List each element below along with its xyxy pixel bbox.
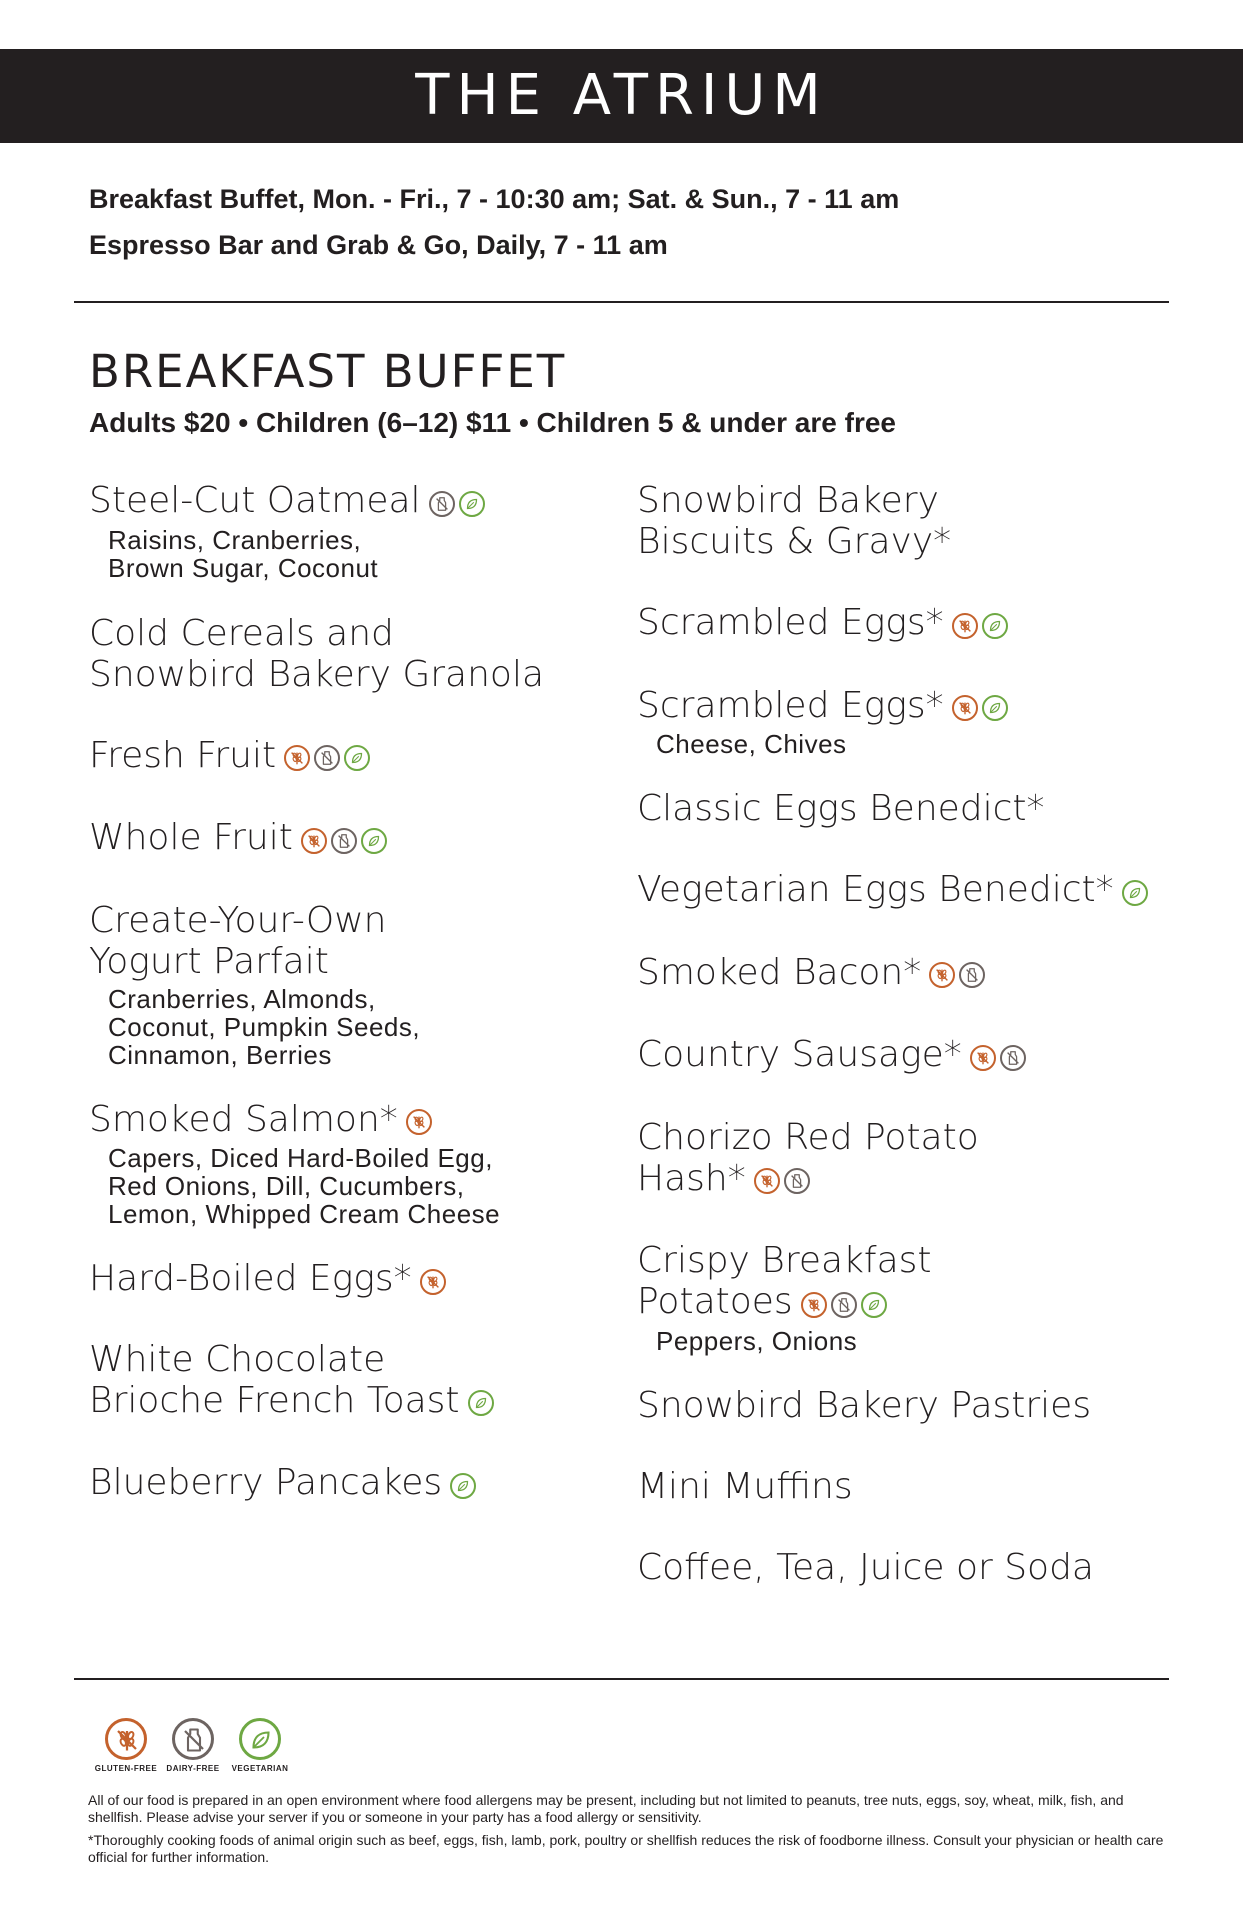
menu-item-name-text: Mini Muffins <box>637 1465 853 1507</box>
breakfast-hours: Breakfast Buffet, Mon. - Fri., 7 - 10:30 am; Sat. & Sun., 7 - 11 am <box>89 184 900 214</box>
menu-item-name-text: Crispy Breakfast Potatoes <box>637 1240 932 1322</box>
menu-item <box>89 480 629 582</box>
menu-item-name <box>89 1258 629 1301</box>
menu-item-name <box>89 480 629 523</box>
menu-item-name <box>637 1466 1177 1507</box>
menu-item-name-text: Classic Eggs Benedict* <box>637 788 1045 829</box>
menu-item-description: Peppers, Onions <box>656 1325 858 1356</box>
menu-item-description: Cranberries, Almonds, Coconut, Pumpkin Seeds, Cinnamon, Berries <box>108 983 421 1070</box>
menu-item-name-text: Country Sausage* <box>637 1034 962 1075</box>
vegetarian-icon <box>459 491 485 517</box>
menu-item-name <box>637 480 1177 562</box>
menu-item-description: Capers, Diced Hard-Boiled Egg, Red Onions, Dill, Cucumbers, Lemon, Whipped Cream Cheese <box>108 1143 501 1229</box>
dietary-icons <box>406 1100 436 1141</box>
menu-item <box>89 817 629 860</box>
menu-item-name <box>89 1099 629 1142</box>
dietary-icons <box>952 686 1012 727</box>
restaurant-title-banner: THE ATRIUM <box>0 49 1243 143</box>
gluten-free-icon <box>105 1718 147 1760</box>
menu-item-name-text: Snowbird Bakery Pastries <box>637 1384 1092 1426</box>
legend-item-vegetarian <box>220 1718 300 1773</box>
menu-item-name <box>89 735 629 778</box>
menu-item-name <box>89 900 629 982</box>
menu-item-name-text: Steel-Cut Oatmeal <box>89 480 421 521</box>
menu-item-name-text: Scrambled Eggs* <box>637 602 944 643</box>
menu-item-description: Raisins, Cranberries, Brown Sugar, Coconut <box>108 524 379 583</box>
menu-item-name-text: Smoked Salmon* <box>89 1098 398 1140</box>
gluten-free-icon <box>952 613 978 639</box>
gluten-free-icon <box>284 745 310 771</box>
vegetarian-icon <box>450 1473 476 1499</box>
menu-item <box>89 1462 629 1505</box>
gluten-free-icon <box>970 1045 996 1071</box>
dairy-free-icon <box>172 1718 214 1760</box>
dietary-icons <box>468 1381 498 1422</box>
dairy-free-icon <box>831 1292 857 1318</box>
menu-item <box>637 602 1177 645</box>
menu-item-name-text: Cold Cereals and Snowbird Bakery Granola <box>89 612 545 695</box>
menu-item-name-text: Snowbird Bakery Biscuits & Gravy* <box>637 480 952 562</box>
vegetarian-icon <box>361 828 387 854</box>
menu-item-name <box>637 952 1177 995</box>
menu-item-name <box>637 1547 1177 1588</box>
menu-item-name-text: Whole Fruit <box>89 817 293 858</box>
dairy-free-icon <box>314 745 340 771</box>
menu-item-name-text: Vegetarian Eggs Benedict* <box>637 869 1114 910</box>
legend-label: VEGETARIAN <box>231 1764 289 1773</box>
menu-item-name-text: Hard-Boiled Eggs* <box>89 1258 412 1299</box>
menu-item-name <box>637 1385 1177 1426</box>
menu-item-name-text: Smoked Bacon* <box>637 951 922 993</box>
menu-item-name-text: Coffee, Tea, Juice or Soda <box>637 1546 1094 1588</box>
gluten-free-icon <box>420 1269 446 1295</box>
menu-item-name <box>637 602 1177 645</box>
dairy-free-icon <box>784 1168 810 1194</box>
dairy-free-icon <box>959 962 985 988</box>
section-title: BREAKFAST BUFFET <box>89 345 567 398</box>
menu-item-name <box>637 1034 1177 1077</box>
menu-item <box>637 1117 1177 1201</box>
footnotes <box>88 1792 1168 1872</box>
menu-item <box>89 1258 629 1301</box>
menu-item-name-text: Chorizo Red Potato Hash* <box>637 1116 979 1199</box>
menu-item <box>89 735 629 778</box>
bottom-divider <box>74 1678 1169 1680</box>
menu-item <box>637 952 1177 995</box>
vegetarian-icon <box>344 745 370 771</box>
dietary-icons <box>450 1464 480 1505</box>
gluten-free-icon <box>952 695 978 721</box>
gluten-free-icon <box>754 1168 780 1194</box>
vegetarian-icon <box>982 613 1008 639</box>
dietary-icons <box>420 1260 450 1301</box>
menu-item <box>89 900 629 1069</box>
menu-item <box>637 480 1177 562</box>
gluten-free-icon <box>406 1109 432 1135</box>
menu-item <box>637 1466 1177 1507</box>
menu-column-left <box>89 480 629 1505</box>
menu-item-name <box>637 869 1177 912</box>
dietary-icons <box>801 1283 891 1324</box>
consumer-advisory: *Thoroughly cooking foods of animal origin such as beef, eggs, fish, lamb, pork, poultry or shellfish reduces the risk of foodborne illness. Consult your physician or health care official for further information. <box>88 1832 1164 1865</box>
menu-item-name <box>89 817 629 860</box>
vegetarian-icon <box>468 1390 494 1416</box>
dietary-icons <box>929 953 989 994</box>
menu-item-name <box>637 788 1177 829</box>
menu-item-name <box>89 1462 629 1505</box>
menu-item-name <box>89 1339 629 1423</box>
legend-label: DAIRY-FREE <box>166 1764 220 1773</box>
menu-item <box>89 1339 629 1423</box>
dietary-icons <box>284 736 374 777</box>
dietary-icons <box>970 1036 1030 1077</box>
menu-item <box>637 1385 1177 1426</box>
espresso-hours: Espresso Bar and Grab & Go, Daily, 7 - 11 am <box>89 230 668 260</box>
dairy-free-icon <box>331 828 357 854</box>
menu-item <box>637 788 1177 829</box>
menu-item-description: Cheese, Chives <box>656 729 847 759</box>
gluten-free-icon <box>301 828 327 854</box>
menu-item-name-text: Scrambled Eggs* <box>637 684 944 726</box>
menu-item-name-text: Create-Your-Own Yogurt Parfait <box>89 899 387 982</box>
menu-item <box>637 1034 1177 1077</box>
top-divider <box>74 301 1169 303</box>
menu-item-name <box>637 1240 1177 1324</box>
dairy-free-icon <box>1000 1045 1026 1071</box>
menu-item-name-text: Fresh Fruit <box>89 734 277 776</box>
gluten-free-icon <box>801 1292 827 1318</box>
dietary-icons <box>1122 871 1152 912</box>
dietary-icons <box>429 482 489 523</box>
menu-item-name <box>89 613 629 695</box>
hours-block <box>89 176 899 268</box>
vegetarian-icon <box>982 695 1008 721</box>
menu-item-name-text: Blueberry Pancakes <box>89 1462 443 1503</box>
menu-item <box>89 613 629 695</box>
dietary-icons <box>754 1159 814 1200</box>
legend-label: GLUTEN-FREE <box>94 1764 158 1773</box>
price-line: Adults $20 • Children (6–12) $11 • Children 5 & under are free <box>89 407 896 438</box>
allergen-notice: All of our food is prepared in an open environment where food allergens may be present, including but not limited to peanuts, tree nuts, eggs, soy, wheat, milk, fish, and shellfish. Please advise your server if you or someone in your party has a food allergy or sensitivity. <box>88 1792 1124 1825</box>
menu-column-right <box>637 480 1177 1588</box>
dietary-icons <box>301 819 391 860</box>
dairy-free-icon <box>429 491 455 517</box>
vegetarian-icon <box>1122 880 1148 906</box>
menu-item <box>89 1099 629 1229</box>
gluten-free-icon <box>929 962 955 988</box>
menu-item-name <box>637 1117 1177 1201</box>
vegetarian-icon <box>861 1292 887 1318</box>
menu-item <box>637 1240 1177 1355</box>
vegetarian-icon <box>239 1718 281 1760</box>
menu-item-name-text: White Chocolate Brioche French Toast <box>89 1338 460 1421</box>
menu-item <box>637 1547 1177 1588</box>
menu-item-name <box>637 685 1177 728</box>
dietary-icons <box>952 604 1012 645</box>
menu-item <box>637 685 1177 759</box>
menu-item <box>637 869 1177 912</box>
